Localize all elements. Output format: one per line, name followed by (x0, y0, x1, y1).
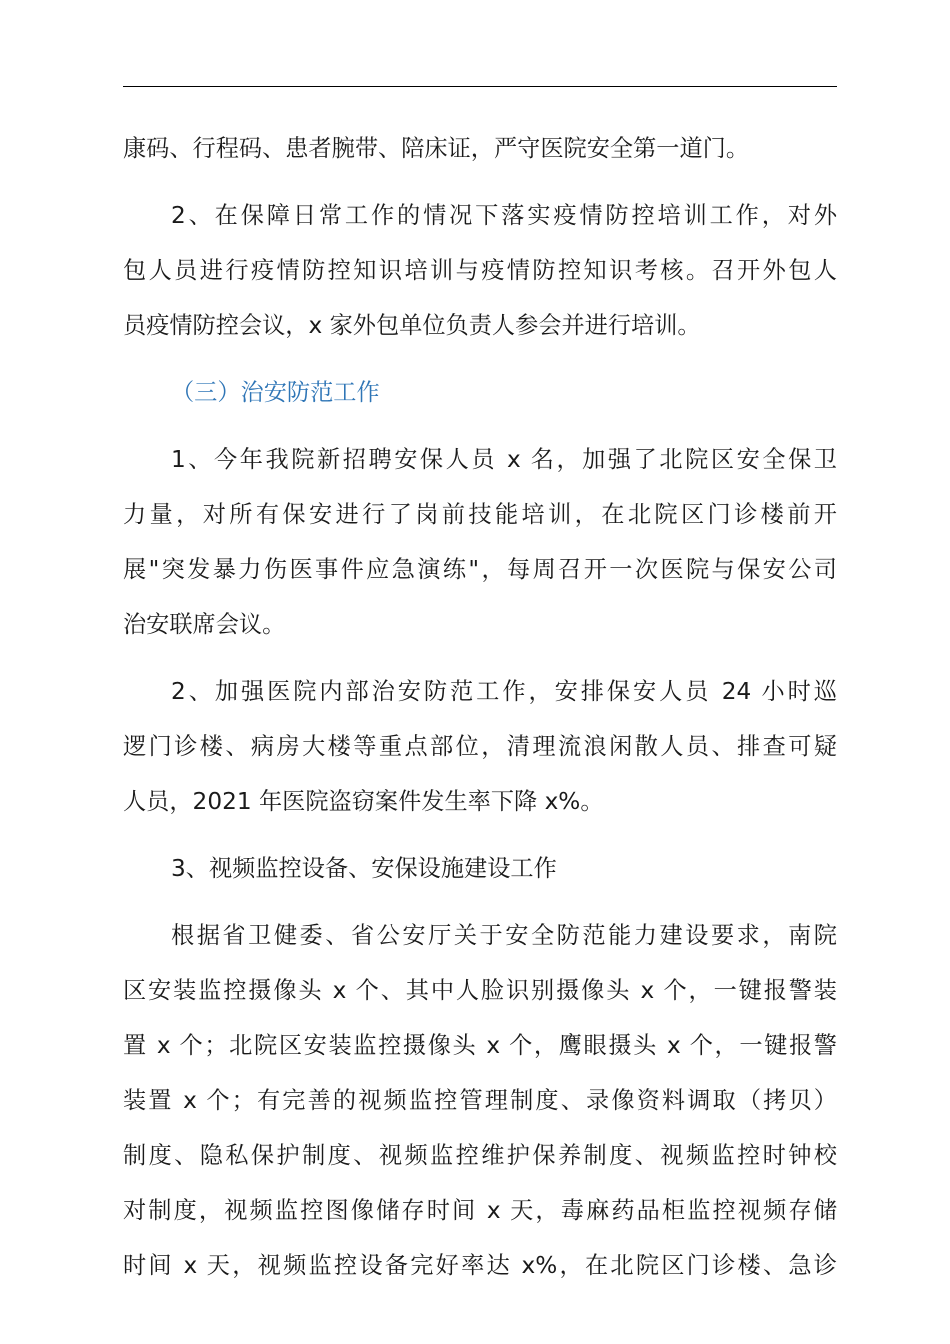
text-line: 力量，对所有保安进行了岗前技能培训，在北院区门诊楼前开 (123, 501, 837, 528)
text-line: 时间 x 天，视频监控设备完好率达 x%，在北院区门诊楼、急诊 (123, 1252, 837, 1279)
text-line: 员疫情防控会议，x 家外包单位负责人参会并进行培训。 (123, 312, 701, 339)
paragraph-training (123, 188, 837, 353)
paragraph-security-2 (123, 664, 837, 829)
text-line: 1、今年我院新招聘安保人员 x 名，加强了北院区安全保卫 (171, 446, 837, 473)
header-rule (123, 86, 837, 87)
heading-text: （三）治安防范工作 (171, 379, 380, 406)
text-line: 对制度，视频监控图像储存时间 x 天，毒麻药品柜监控视频存储 (123, 1197, 837, 1224)
paragraph-security-1 (123, 432, 837, 652)
text-line: 包人员进行疫情防控知识培训与疫情防控知识考核。召开外包人 (123, 257, 837, 284)
text-line: 人员，2021 年医院盗窃案件发生率下降 x%。 (123, 788, 604, 815)
text-line: 2、在保障日常工作的情况下落实疫情防控培训工作，对外 (171, 202, 837, 229)
paragraph-continuation (123, 121, 837, 176)
text-line: 逻门诊楼、病房大楼等重点部位，清理流浪闲散人员、排查可疑 (123, 733, 837, 760)
document-body (123, 121, 837, 1293)
section-heading (123, 365, 837, 420)
text-line: 根据省卫健委、省公安厅关于安全防范能力建设要求，南院 (171, 922, 837, 949)
text-line: 区安装监控摄像头 x 个、其中人脸识别摄像头 x 个，一键报警装 (123, 977, 837, 1004)
text-line: 2、加强医院内部治安防范工作，安排保安人员 24 小时巡 (171, 678, 837, 705)
text-line: 置 x 个；北院区安装监控摄像头 x 个，鹰眼摄头 x 个，一键报警 (123, 1032, 837, 1059)
text-line: 3、视频监控设备、安保设施建设工作 (171, 855, 557, 882)
text-line: 装置 x 个；有完善的视频监控管理制度、录像资料调取（拷贝） (123, 1087, 837, 1114)
text-line: 康码、行程码、患者腕带、陪床证，严守医院安全第一道门。 (123, 135, 750, 162)
text-line: 制度、隐私保护制度、视频监控维护保养制度、视频监控时钟校 (123, 1142, 837, 1169)
text-line: 治安联席会议。 (123, 611, 286, 638)
paragraph-security-3-body (123, 908, 837, 1293)
paragraph-security-3-title (123, 841, 837, 896)
text-line: 展"突发暴力伤医事件应急演练"，每周召开一次医院与保安公司 (123, 556, 837, 583)
